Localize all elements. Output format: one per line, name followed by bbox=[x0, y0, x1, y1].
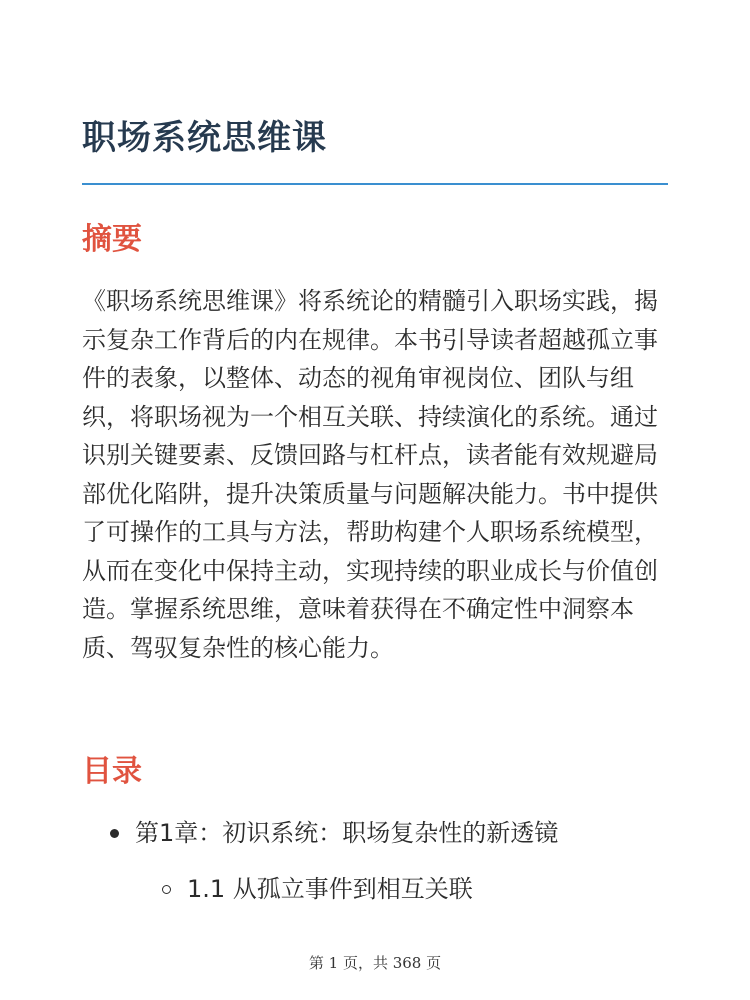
bullet-disc-icon bbox=[110, 829, 119, 838]
toc-item-label: 1.1 从孤立事件到相互关联 bbox=[187, 875, 473, 903]
toc-item-label: 第1章：初识系统：职场复杂性的新透镜 bbox=[135, 819, 559, 847]
toc-item-chapter-1[interactable] bbox=[110, 818, 558, 849]
toc-heading: 目录 bbox=[82, 754, 142, 789]
abstract-body: 《职场系统思维课》将系统论的精髓引入职场实践，揭示复杂工作背后的内在规律。本书引导读者超越孤立事件的表象，以整体、动态的视角审视岗位、团队与组织，将职场视为一个相互关联、持续演化的系统。通过识别关键要素、反馈回路与杠杆点，读者能有效规避局部优化陷阱，提升决策质量与问题解决能力。书中提供了可操作的工具与方法，帮助构建个人职场系统模型，从而在变化中保持主动，实现持续的职业成长与价值创造。掌握系统思维，意味着获得在不确定性中洞察本质、驾驭复杂性的核心能力。 bbox=[82, 287, 658, 662]
title-divider bbox=[82, 183, 668, 185]
page-footer: 第 1 页，共 368 页 bbox=[308, 954, 442, 972]
bullet-circle-icon bbox=[162, 885, 171, 894]
document-title: 职场系统思维课 bbox=[82, 118, 327, 158]
abstract-heading: 摘要 bbox=[82, 222, 142, 257]
toc-item-section-1-1[interactable] bbox=[162, 874, 473, 905]
